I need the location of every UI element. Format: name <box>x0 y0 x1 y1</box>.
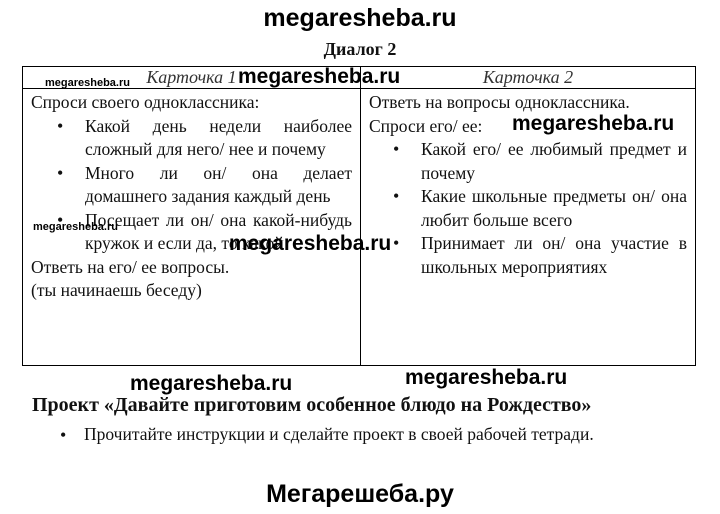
card2-header: Карточка 2 <box>361 67 696 89</box>
card1-item: • Какой день недели наиболее сложный для него/ нее и почему <box>31 115 352 162</box>
card2-intro: Ответь на вопросы одноклассника. <box>369 92 630 112</box>
watermark-left-small: megaresheba.ru <box>33 221 118 233</box>
card2-item: • Принимает ли он/ она участие в школьных мероприятиях <box>369 232 687 279</box>
dialog-title: Диалог 2 <box>323 39 397 59</box>
card2-ask: Спроси его/ ее: <box>369 115 483 136</box>
watermark-center: megaresheba.ru <box>229 232 392 255</box>
card1-outro: Ответь на его/ ее вопросы. <box>31 256 230 277</box>
card2-item: • Какие школьные предметы он/ она любит больше всего <box>369 185 687 232</box>
watermark-bottom: Мегарешеба.ру <box>266 480 454 508</box>
card1-item: • Много ли он/ она делает домашнего задания каждый день <box>31 162 352 209</box>
watermark-below-left: megaresheba.ru <box>130 372 293 395</box>
watermark-top: megaresheba.ru <box>263 4 457 32</box>
watermark-header-mid: megaresheba.ru <box>238 65 401 88</box>
watermark-col2: megaresheba.ru <box>512 112 675 135</box>
card2-item: • Какой его/ ее любимый предмет и почему <box>369 138 687 185</box>
dialog-cards-table <box>22 66 696 366</box>
project-title: Проект «Давайте приготовим особенное блюдо на Рождество» <box>32 394 592 416</box>
watermark-header-left: megaresheba.ru <box>45 77 130 89</box>
card1-note: (ты начинаешь беседу) <box>31 280 202 300</box>
project-item: Прочитайте инструкции и сделайте проект в своей рабочей тетради. <box>84 424 594 444</box>
bullet-icon: • <box>60 425 67 445</box>
card1-intro: Спроси своего одноклассника: <box>31 92 260 112</box>
card2-list <box>369 138 687 279</box>
watermark-below-right: megaresheba.ru <box>405 366 568 389</box>
card1-header: Карточка 1 <box>23 67 361 89</box>
card1-item: • Посещает ли он/ она какой-нибудь кружок и если да, то какой <box>31 209 352 256</box>
